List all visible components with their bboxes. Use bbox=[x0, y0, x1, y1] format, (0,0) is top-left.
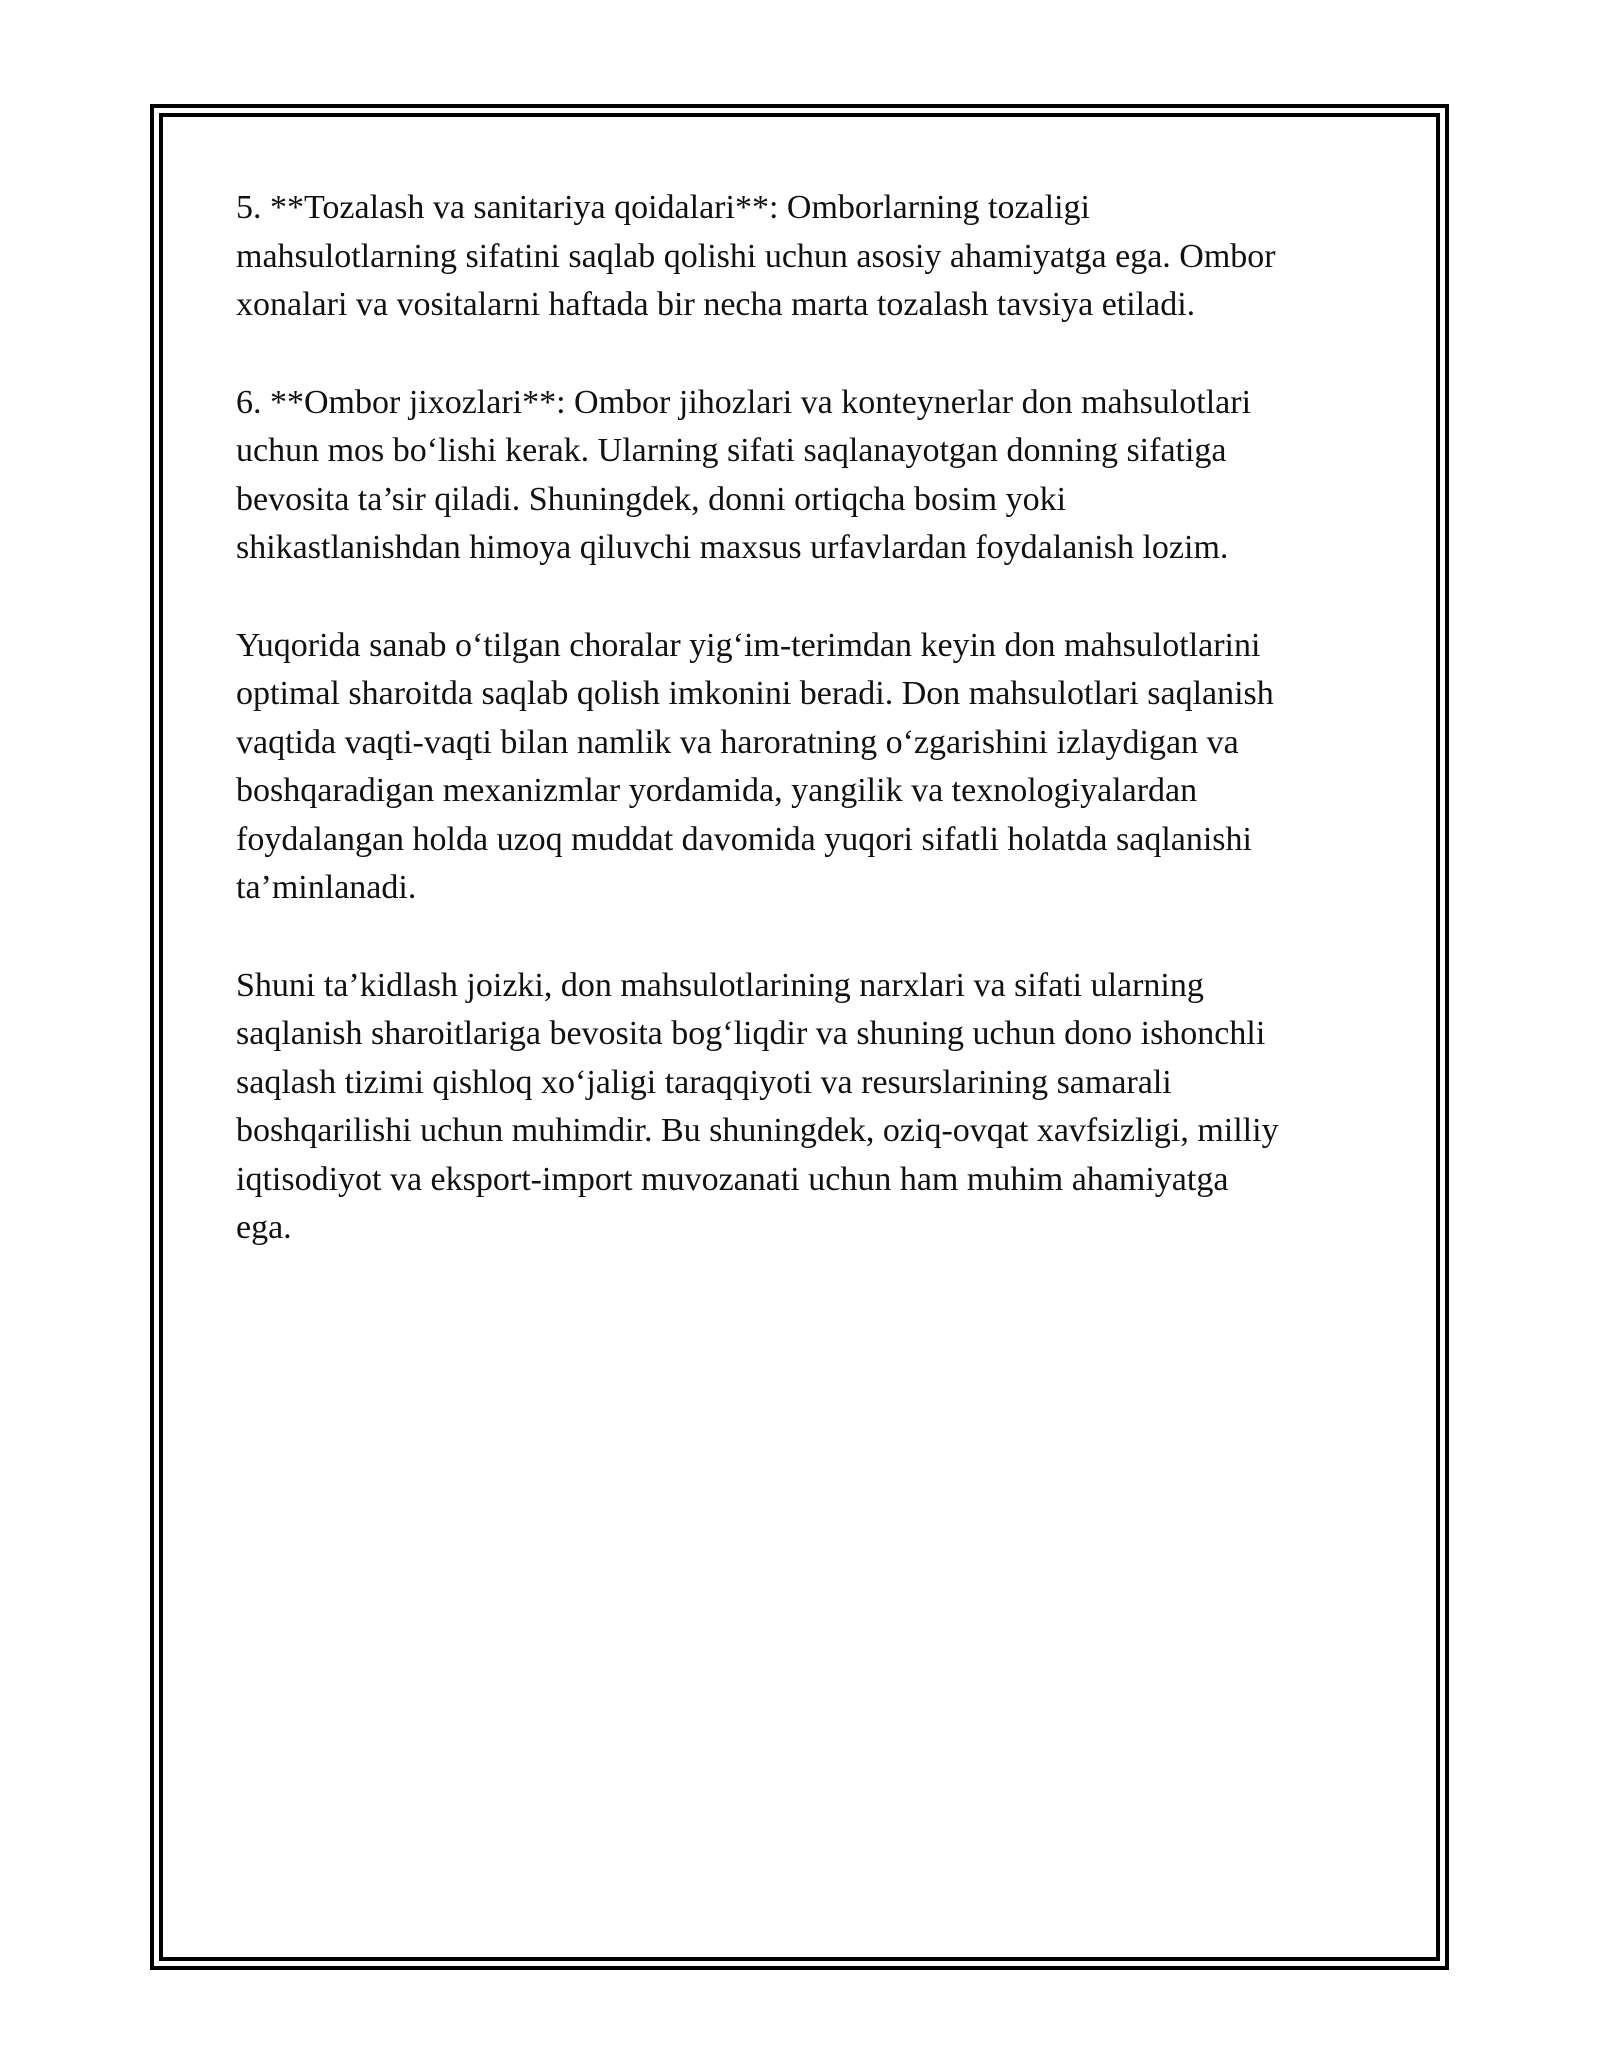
paragraph-conclusion: Shuni ta’kidlash joizki, don mahsulotlarining narxlari va sifati ularning saqlanish sharoitlariga bevosita bog‘liqdir va shuning uchun dono ishonchli saqlash tizimi qishloq xo‘jaligi taraqqiyoti va resurslarining samarali boshqarilishi uchun muhimdir. Bu shuningdek, oziq-ovqat xavfsizligi, milliy iqtisodiyot va eksport-import muvozanati uchun ham muhim ahamiyatga ega. bbox=[236, 966, 1279, 1246]
paragraph-measures-summary: Yuqorida sanab o‘tilgan choralar yig‘im-terimdan keyin don mahsulotlarini optimal sharoitda saqlab qolish imkonini beradi. Don mahsulotlari saqlanish vaqtida vaqti-vaqti bilan namlik va haroratning o‘zgarishini izlaydigan va boshqaradigan mexanizmlar yordamida, yangilik va texnologiyalardan foydalangan holda uzoq muddat davomida yuqori sifatli holatda saqlanishi ta’minlanadi. bbox=[236, 626, 1274, 906]
paragraph-storage-equipment: 6. **Ombor jixozlari**: Ombor jihozlari va konteynerlar don mahsulotlari uchun mos bo‘lishi kerak. Ularning sifati saqlanayotgan donning sifatiga bevosita ta’sir qiladi. Shuningdek, donni ortiqcha bosim yoki shikastlanishdan himoya qiluvchi maxsus urfavlardan foydalanish lozim. bbox=[236, 383, 1252, 566]
paragraph-cleaning-rules: 5. **Tozalash va sanitariya qoidalari**: Omborlarning tozaligi mahsulotlarning sifatini saqlab qolishi uchun asosiy ahamiyatga ega. Ombor xonalari va vositalarni haftada bir necha marta tozalash tavsiya etiladi. bbox=[236, 189, 1276, 323]
document-body bbox=[236, 184, 1386, 1302]
